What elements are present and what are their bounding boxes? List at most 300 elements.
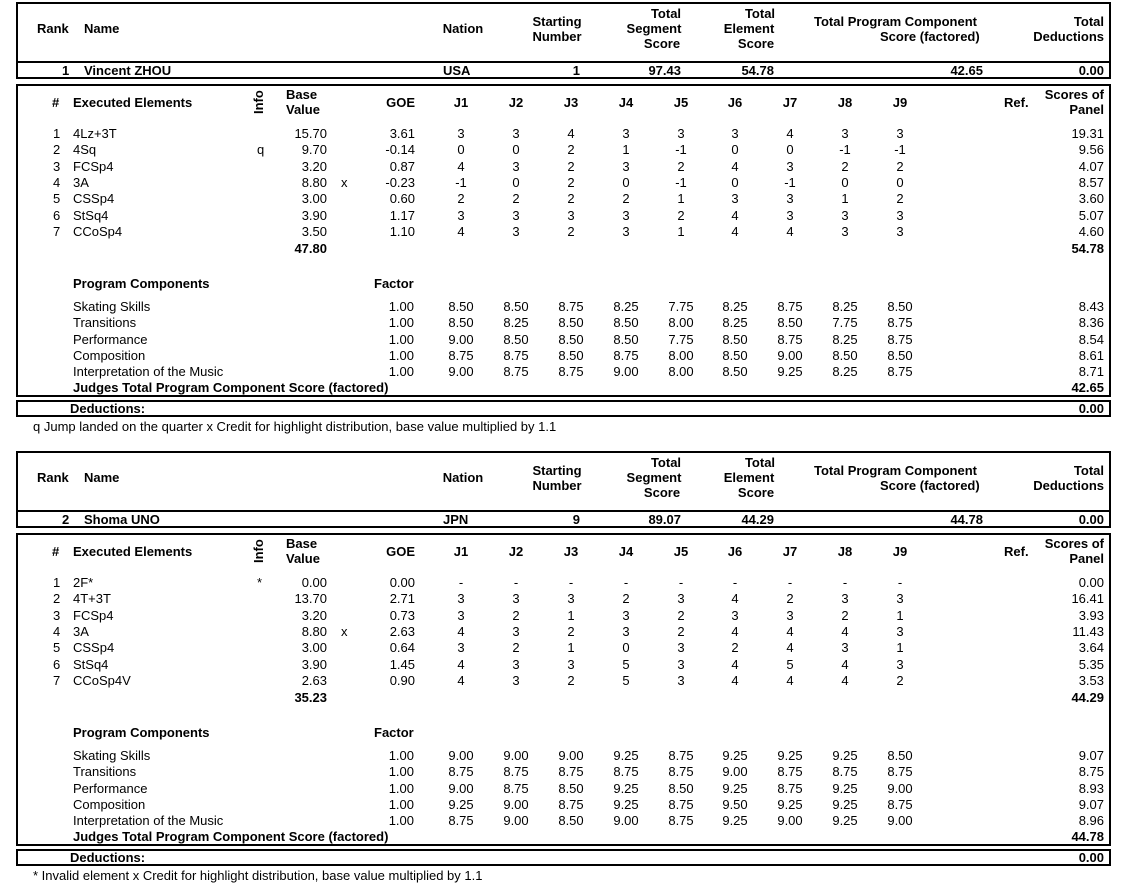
component-name: Composition	[73, 796, 146, 812]
element-base-value: 15.70	[294, 126, 327, 141]
element-code: CCoSp4V	[73, 672, 131, 688]
element-judge-score: 3	[841, 207, 849, 223]
element-number: 7	[53, 672, 61, 688]
element-judge-score: 3	[567, 591, 575, 607]
element-panel-score: 3.53	[1078, 672, 1104, 688]
element-judge-score: 2	[841, 158, 849, 174]
element-judge-score: 2	[677, 158, 685, 174]
element-code: CSSp4	[73, 640, 115, 656]
skater-starting-number: 9	[572, 512, 580, 527]
element-judge-score: 3	[896, 591, 904, 607]
tes-total: 54.78	[1071, 241, 1104, 256]
component-judge-score: 8.75	[887, 796, 913, 812]
element-base-value: 8.80	[301, 174, 327, 190]
component-judge-score: 8.75	[448, 813, 474, 829]
element-judge-score: 2	[622, 591, 630, 607]
component-factor: 1.00	[388, 364, 414, 380]
header-factor: Factor	[374, 276, 414, 291]
component-judge-score: 9.25	[613, 748, 639, 763]
element-judge-score: 1	[896, 640, 904, 656]
deductions-label: Deductions:	[70, 401, 146, 416]
element-panel-score: 5.07	[1078, 207, 1104, 223]
element-judge-score: 2	[567, 223, 575, 239]
element-judge-score: 3	[622, 223, 630, 239]
component-name: Interpretation of the Music	[73, 813, 224, 829]
element-judge-score: 0	[731, 174, 739, 190]
element-judge-score: 5	[622, 672, 630, 688]
header-tes-2: Element	[723, 470, 775, 485]
skater-tss: 97.43	[648, 63, 681, 78]
element-goe: 1.10	[389, 223, 415, 239]
element-number: 1	[53, 126, 61, 141]
element-goe: 0.64	[389, 640, 415, 656]
element-judge-score: 0	[512, 174, 520, 190]
element-code: 4Sq	[73, 142, 97, 158]
component-factor: 1.00	[388, 764, 414, 780]
element-goe: 2.63	[389, 623, 415, 639]
element-judge-score: 3	[512, 591, 520, 607]
header-judge: J1	[453, 544, 469, 559]
component-judge-score: 8.75	[887, 331, 913, 347]
skater-tes: 54.78	[741, 63, 774, 78]
element-judge-score: 3	[622, 207, 630, 223]
component-judge-score: 8.50	[832, 347, 858, 363]
component-judge-score: 8.50	[558, 347, 584, 363]
header-judge: J6	[727, 544, 743, 559]
element-code: CCoSp4	[73, 223, 123, 239]
element-judge-score: 2	[622, 191, 630, 207]
deductions-label: Deductions:	[70, 850, 146, 865]
component-judge-score: 8.75	[613, 347, 639, 363]
header-name: Name	[84, 470, 120, 485]
element-judge-score: 0	[457, 142, 465, 158]
component-judge-score: 8.75	[503, 347, 529, 363]
element-judge-score: 4	[731, 207, 739, 223]
element-judge-score: 2	[841, 607, 849, 623]
footnote: * Invalid element x Credit for highlight distribution, base value multiplied by 1.1	[33, 868, 483, 883]
header-factor: Factor	[374, 725, 414, 740]
element-judge-score: 1	[896, 607, 904, 623]
element-judge-score: 4	[786, 223, 794, 239]
component-panel-score: 8.71	[1078, 364, 1104, 380]
component-judge-score: 8.75	[503, 780, 529, 796]
element-judge-score: 3	[677, 672, 685, 688]
header-info: Info	[251, 539, 266, 563]
element-goe: 0.73	[389, 607, 415, 623]
element-judge-score: 3	[622, 607, 630, 623]
component-judge-score: 9.25	[613, 780, 639, 796]
header-num: #	[52, 95, 60, 110]
element-base-value: 3.90	[301, 656, 327, 672]
element-number: 4	[53, 623, 61, 639]
component-judge-score: 8.50	[503, 331, 529, 347]
header-judge: J6	[727, 95, 743, 110]
component-judge-score: 9.25	[832, 748, 858, 763]
component-judge-score: 8.75	[668, 764, 694, 780]
element-judge-score: 3	[731, 607, 739, 623]
element-judge-score: 3	[622, 158, 630, 174]
element-judge-score: -1	[894, 142, 906, 158]
pcs-total: 44.78	[1071, 829, 1104, 844]
element-judge-score: 3	[622, 623, 630, 639]
component-judge-score: 8.75	[558, 764, 584, 780]
component-judge-score: 8.75	[777, 331, 803, 347]
component-judge-score: 8.50	[887, 299, 913, 314]
component-judge-score: 8.75	[558, 299, 584, 314]
element-judge-score: 4	[786, 126, 794, 141]
element-judge-score: 3	[786, 207, 794, 223]
component-judge-score: 9.25	[722, 748, 748, 763]
element-judge-score: 3	[731, 191, 739, 207]
element-judge-score: -1	[675, 174, 687, 190]
header-goe: GOE	[386, 544, 415, 559]
component-judge-score: 8.50	[558, 780, 584, 796]
component-judge-score: 8.75	[887, 315, 913, 331]
header-judge: J3	[563, 95, 579, 110]
deductions-total: 0.00	[1078, 850, 1104, 865]
element-code: FCSp4	[73, 158, 114, 174]
component-judge-score: 9.00	[503, 796, 529, 812]
component-name: Composition	[73, 347, 146, 363]
element-judge-score: 4	[457, 223, 465, 239]
element-panel-score: 3.93	[1078, 607, 1104, 623]
component-judge-score: 9.00	[777, 813, 803, 829]
judges-total-label: Judges Total Program Component Score (factored)	[73, 829, 389, 844]
element-judge-score: 3	[457, 640, 465, 656]
component-judge-score: 8.50	[887, 347, 913, 363]
element-judge-score: 3	[512, 223, 520, 239]
component-judge-score: 8.75	[777, 780, 803, 796]
skater-rank: 2	[62, 512, 70, 527]
element-judge-score: 4	[731, 223, 739, 239]
element-judge-score: 0	[512, 142, 520, 158]
element-credit-flag: x	[341, 174, 348, 190]
element-base-value: 3.00	[301, 191, 327, 207]
element-base-value: 3.00	[301, 640, 327, 656]
element-panel-score: 11.43	[1072, 623, 1104, 639]
deductions-total: 0.00	[1078, 401, 1104, 416]
element-judge-score: 5	[786, 656, 794, 672]
element-judge-score: 4	[786, 672, 794, 688]
header-tss-3: Score	[643, 36, 681, 51]
element-judge-score: 2	[896, 672, 904, 688]
element-judge-score: 3	[512, 672, 520, 688]
element-number: 5	[53, 640, 61, 656]
component-judge-score: 8.50	[558, 315, 584, 331]
component-name: Transitions	[73, 315, 137, 331]
element-judge-score: -	[513, 575, 519, 590]
header-judge: J7	[782, 95, 798, 110]
component-judge-score: 8.75	[503, 364, 529, 380]
element-judge-score: 1	[677, 191, 685, 207]
component-judge-score: 8.50	[613, 315, 639, 331]
component-judge-score: 9.25	[613, 796, 639, 812]
element-judge-score: 3	[512, 158, 520, 174]
component-judge-score: 9.25	[777, 748, 803, 763]
base-value-total: 47.80	[294, 241, 327, 256]
component-judge-score: 9.25	[777, 796, 803, 812]
element-base-value: 13.70	[294, 591, 327, 607]
header-ded-1: Total	[1073, 14, 1104, 29]
header-ded-2: Deductions	[1033, 29, 1104, 44]
element-judge-score: 0	[622, 174, 630, 190]
header-starting-1: Starting	[532, 463, 582, 478]
element-panel-score: 9.56	[1078, 142, 1104, 158]
element-goe: 1.17	[389, 207, 415, 223]
component-judge-score: 8.75	[558, 364, 584, 380]
element-number: 7	[53, 223, 61, 239]
component-judge-score: 9.25	[777, 364, 803, 380]
element-goe: 0.60	[389, 191, 415, 207]
element-panel-score: 3.60	[1078, 191, 1104, 207]
component-judge-score: 8.25	[722, 299, 748, 314]
header-base-value-2: Value	[286, 102, 320, 117]
element-base-value: 2.63	[301, 672, 327, 688]
element-judge-score: 2	[896, 158, 904, 174]
skater-pcs: 44.78	[950, 512, 983, 527]
component-judge-score: 8.75	[558, 796, 584, 812]
element-base-value: 3.90	[301, 207, 327, 223]
element-judge-score: 3	[457, 126, 465, 141]
component-judge-score: 9.00	[722, 764, 748, 780]
component-judge-score: 8.50	[722, 331, 748, 347]
base-value-total: 35.23	[294, 690, 327, 705]
component-judge-score: 7.75	[668, 331, 694, 347]
element-panel-score: 8.57	[1078, 174, 1104, 190]
header-pcs-2: Score (factored)	[880, 478, 980, 493]
element-info: *	[257, 575, 263, 590]
element-judge-score: 2	[677, 623, 685, 639]
pcs-total: 42.65	[1071, 380, 1104, 395]
header-judge: J1	[453, 95, 469, 110]
element-code: CSSp4	[73, 191, 115, 207]
header-judge: J2	[508, 95, 524, 110]
element-goe: 2.71	[389, 591, 415, 607]
header-judge: J8	[837, 544, 853, 559]
skater-starting-number: 1	[572, 63, 580, 78]
header-nation: Nation	[442, 470, 484, 485]
header-rank: Rank	[37, 21, 69, 36]
component-judge-score: 8.50	[558, 813, 584, 829]
element-judge-score: 4	[841, 656, 849, 672]
component-panel-score: 8.61	[1078, 347, 1104, 363]
element-judge-score: 2	[512, 191, 520, 207]
header-panel-2: Panel	[1069, 102, 1104, 117]
header-tss-3: Score	[643, 485, 681, 500]
element-base-value: 0.00	[301, 575, 327, 590]
component-panel-score: 8.93	[1078, 780, 1104, 796]
component-judge-score: 8.75	[887, 364, 913, 380]
component-judge-score: 9.00	[887, 813, 913, 829]
element-judge-score: 4	[786, 640, 794, 656]
element-judge-score: 0	[731, 142, 739, 158]
element-number: 3	[53, 158, 61, 174]
header-judge: J4	[618, 95, 634, 110]
component-judge-score: 8.25	[722, 315, 748, 331]
element-judge-score: 0	[622, 640, 630, 656]
component-judge-score: 8.50	[448, 299, 474, 314]
element-judge-score: 2	[677, 607, 685, 623]
component-judge-score: 8.75	[668, 748, 694, 763]
deductions-box	[16, 400, 1111, 417]
header-program-components: Program Components	[73, 276, 210, 291]
element-judge-score: 3	[622, 126, 630, 141]
element-code: StSq4	[73, 207, 109, 223]
element-judge-score: 2	[512, 640, 520, 656]
component-judge-score: 8.75	[448, 764, 474, 780]
element-judge-score: 0	[841, 174, 849, 190]
element-judge-score: 4	[731, 158, 739, 174]
component-judge-score: 9.25	[832, 780, 858, 796]
element-base-value: 9.70	[301, 142, 327, 158]
element-goe: 0.87	[389, 158, 415, 174]
element-number: 3	[53, 607, 61, 623]
element-judge-score: 3	[512, 207, 520, 223]
component-panel-score: 8.43	[1078, 299, 1104, 314]
component-judge-score: 8.25	[613, 299, 639, 314]
component-judge-score: 8.50	[668, 780, 694, 796]
component-judge-score: 7.75	[668, 299, 694, 314]
component-judge-score: 9.50	[722, 796, 748, 812]
component-judge-score: 8.50	[887, 748, 913, 763]
header-executed-elements: Executed Elements	[73, 544, 193, 559]
element-judge-score: 3	[896, 656, 904, 672]
element-judge-score: -	[787, 575, 793, 590]
element-judge-score: 4	[567, 126, 575, 141]
element-number: 2	[53, 142, 61, 158]
element-code: 4Lz+3T	[73, 126, 117, 141]
component-judge-score: 8.75	[668, 796, 694, 812]
element-code: 3A	[73, 174, 89, 190]
element-panel-score: 0.00	[1078, 575, 1104, 590]
header-judge: J5	[673, 95, 689, 110]
component-judge-score: 9.00	[503, 748, 529, 763]
element-judge-score: 3	[512, 656, 520, 672]
component-panel-score: 8.54	[1078, 331, 1104, 347]
element-judge-score: 3	[677, 640, 685, 656]
element-judge-score: 1	[567, 607, 575, 623]
header-ref: Ref.	[1004, 95, 1029, 110]
element-panel-score: 4.07	[1078, 158, 1104, 174]
component-judge-score: 9.00	[887, 780, 913, 796]
header-panel-1: Scores of	[1044, 536, 1104, 551]
component-judge-score: 8.00	[668, 364, 694, 380]
element-number: 1	[53, 575, 61, 590]
element-judge-score: -1	[455, 174, 467, 190]
component-judge-score: 8.75	[887, 764, 913, 780]
element-number: 2	[53, 591, 61, 607]
component-judge-score: 9.00	[448, 780, 474, 796]
element-judge-score: 4	[457, 623, 465, 639]
component-name: Skating Skills	[73, 299, 151, 314]
element-judge-score: 3	[896, 207, 904, 223]
header-executed-elements: Executed Elements	[73, 95, 193, 110]
element-number: 6	[53, 656, 61, 672]
element-judge-score: 3	[896, 223, 904, 239]
skater-ded: 0.00	[1078, 512, 1104, 527]
element-judge-score: 3	[677, 126, 685, 141]
element-judge-score: 3	[457, 607, 465, 623]
element-judge-score: -	[568, 575, 574, 590]
component-factor: 1.00	[388, 331, 414, 347]
component-judge-score: 9.00	[448, 748, 474, 763]
component-judge-score: 8.75	[668, 813, 694, 829]
element-judge-score: 3	[786, 191, 794, 207]
element-judge-score: 3	[841, 223, 849, 239]
component-judge-score: 8.00	[668, 347, 694, 363]
element-judge-score: 1	[677, 223, 685, 239]
element-judge-score: -1	[784, 174, 796, 190]
element-judge-score: -	[678, 575, 684, 590]
component-judge-score: 9.25	[722, 813, 748, 829]
element-judge-score: 3	[457, 591, 465, 607]
header-ded-1: Total	[1073, 463, 1104, 478]
element-judge-score: 4	[841, 672, 849, 688]
component-name: Skating Skills	[73, 748, 151, 763]
element-goe: -0.14	[385, 142, 415, 158]
component-judge-score: 8.25	[832, 364, 858, 380]
element-judge-score: 5	[622, 656, 630, 672]
component-factor: 1.00	[388, 315, 414, 331]
component-judge-score: 7.75	[832, 315, 858, 331]
element-goe: -0.23	[385, 174, 415, 190]
element-judge-score: 3	[512, 126, 520, 141]
element-judge-score: 4	[457, 672, 465, 688]
component-judge-score: 9.25	[448, 796, 474, 812]
element-number: 5	[53, 191, 61, 207]
header-judge: J7	[782, 544, 798, 559]
element-panel-score: 19.31	[1071, 126, 1104, 141]
component-judge-score: 9.00	[613, 813, 639, 829]
header-pcs-1: Total Program Component	[814, 14, 977, 29]
element-code: StSq4	[73, 656, 109, 672]
tes-total: 44.29	[1071, 690, 1104, 705]
header-tes-1: Total	[744, 455, 776, 470]
skater-ded: 0.00	[1078, 63, 1104, 78]
element-judge-score: 3	[731, 126, 739, 141]
element-credit-flag: x	[341, 623, 348, 639]
element-judge-score: 3	[841, 591, 849, 607]
header-starting-2: Number	[532, 478, 582, 493]
component-factor: 1.00	[388, 347, 414, 363]
element-goe: 1.45	[389, 656, 415, 672]
element-judge-score: 4	[731, 672, 739, 688]
element-judge-score: 2	[677, 207, 685, 223]
element-judge-score: 4	[731, 591, 739, 607]
element-judge-score: 0	[786, 142, 794, 158]
element-judge-score: -	[842, 575, 848, 590]
element-goe: 0.90	[389, 672, 415, 688]
component-judge-score: 8.25	[832, 331, 858, 347]
header-tes-1: Total	[744, 6, 776, 21]
header-base-value-2: Value	[286, 551, 320, 566]
element-judge-score: -	[623, 575, 629, 590]
element-base-value: 3.50	[301, 223, 327, 239]
element-panel-score: 4.60	[1078, 223, 1104, 239]
component-judge-score: 9.25	[832, 813, 858, 829]
header-tss-1: Total	[650, 6, 682, 21]
element-judge-score: 2	[567, 191, 575, 207]
skater-rank: 1	[62, 63, 70, 78]
element-judge-score: 2	[567, 672, 575, 688]
component-judge-score: 8.25	[832, 299, 858, 314]
header-nation: Nation	[442, 21, 484, 36]
element-judge-score: 2	[567, 174, 575, 190]
header-tes-3: Score	[737, 36, 775, 51]
component-judge-score: 9.25	[832, 796, 858, 812]
header-starting-2: Number	[532, 29, 582, 44]
element-judge-score: 3	[841, 640, 849, 656]
